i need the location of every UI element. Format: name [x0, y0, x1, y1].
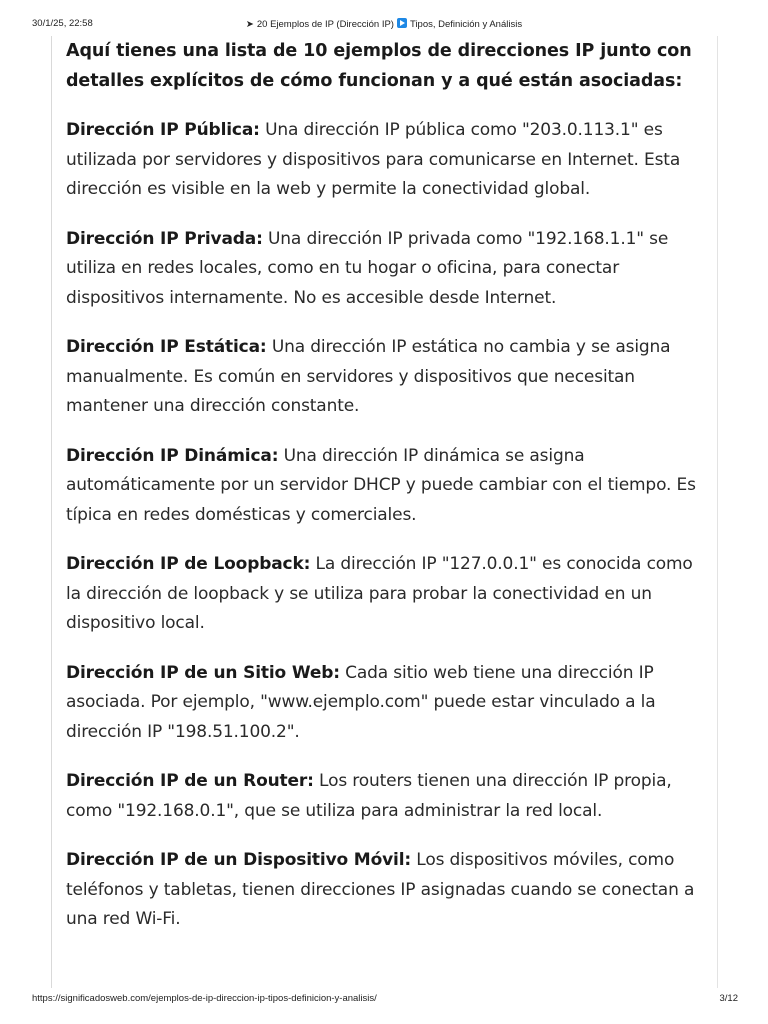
article-intro: Aquí tienes una lista de 10 ejemplos de direcciones IP junto con detalles explícitos de cómo funcionan y a qué están asociadas:: [66, 41, 692, 91]
ip-entry-sitio-web: [66, 659, 706, 748]
entry-text: Una dirección IP pública como "203.0.113.1" es utilizada por servidores y dispositivos para comunicarse en Internet. Esta dirección es visible en la web y permite la conectividad global.: [66, 120, 681, 199]
print-datetime: 30/1/25, 22:58: [32, 18, 93, 29]
entry-text: Una dirección IP estática no cambia y se asigna manualmente. Es común en servidores y dispositivos que necesitan mantener una dirección constante.: [66, 337, 671, 416]
page-number: 3/12: [719, 993, 738, 1004]
print-title-part1: 20 Ejemplos de IP (Dirección IP): [256, 19, 394, 30]
entry-text: Cada sitio web tiene una dirección IP asociada. Por ejemplo, "www.ejemplo.com" puede estar vinculado a la dirección IP "198.51.100.2".: [66, 662, 656, 742]
entry-term: Dirección IP de un Sitio Web:: [66, 662, 340, 683]
entry-term: Dirección IP de un Router:: [66, 771, 314, 791]
ip-entry-estatica: [66, 333, 706, 422]
play-badge-icon: [397, 18, 407, 28]
print-title-part2: Tipos, Definición y Análisis: [409, 19, 523, 30]
entry-text: La dirección IP "127.0.0.1" es conocida como la dirección de loopback y se utiliza para probar la conectividad en un dispositivo local.: [66, 554, 693, 633]
arrow-icon: ➤: [245, 19, 254, 30]
entry-term: Dirección IP de un Dispositivo Móvil:: [66, 850, 412, 870]
entry-term: Dirección IP Estática:: [66, 337, 267, 357]
print-url[interactable]: https://significadosweb.com/ejemplos-de-ip-direccion-ip-tipos-definicion-y-analisis/: [32, 993, 377, 1004]
ip-entry-publica: [66, 116, 706, 205]
entry-term: Dirección IP de Loopback:: [66, 554, 311, 574]
entry-text: Los dispositivos móviles, como teléfonos y tabletas, tienen direcciones IP asignadas cuando se conectan a una red Wi-Fi.: [66, 850, 695, 929]
entry-text: Los routers tienen una dirección IP propia, como "192.168.0.1", que se utiliza para administrar la red local.: [66, 771, 672, 821]
entry-term: Dirección IP Dinámica:: [66, 445, 279, 466]
page-left-border: [51, 36, 52, 988]
ip-entry-movil: [66, 846, 706, 935]
ip-entry-privada: [66, 225, 706, 314]
print-page-title: [0, 18, 768, 30]
entry-term: Dirección IP Pública:: [66, 120, 260, 140]
entry-text: Una dirección IP privada como "192.168.1.1" se utiliza en redes locales, como en tu hogar o oficina, para conectar dispositivos internamente. No es accesible desde Internet.: [66, 228, 669, 308]
entry-term: Dirección IP Privada:: [66, 228, 263, 249]
print-header: [0, 18, 768, 32]
page-right-border: [717, 36, 718, 988]
ip-entry-dinamica: [66, 442, 706, 531]
entry-text: Una dirección IP dinámica se asigna automáticamente por un servidor DHCP y puede cambiar con el tiempo. Es típica en redes domésticas y comerciales.: [66, 445, 696, 525]
ip-entry-loopback: [66, 550, 706, 639]
ip-entry-router: [66, 767, 706, 826]
print-footer: [0, 993, 768, 1007]
article-content: [66, 36, 706, 935]
